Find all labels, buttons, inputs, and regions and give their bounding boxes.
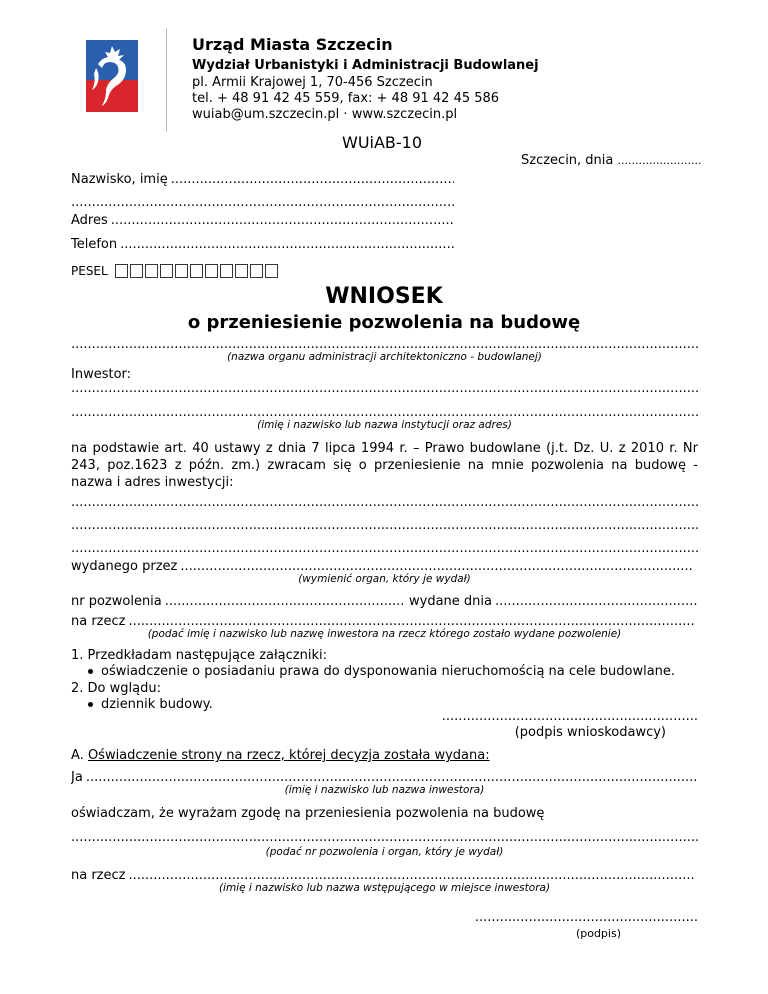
pesel-digit-box[interactable] (235, 264, 248, 278)
new-investor-caption: (imię i nazwisko lub nazwa wstępującego w miejsce inwestora) (218, 882, 551, 894)
form-subtitle: o przeniesienie pozwolenia na budowę (187, 312, 581, 333)
letterhead-divider (166, 28, 167, 132)
in-favour-label: na rzecz (71, 614, 128, 629)
pesel-field[interactable] (71, 260, 280, 279)
pesel-digit-box[interactable] (130, 264, 143, 278)
issued-on-field[interactable] (409, 594, 698, 609)
name-field[interactable] (71, 172, 454, 187)
pesel-digit-box[interactable] (115, 264, 128, 278)
authority-caption: (nazwa organu administracji architektoniczno - budowlanej) (227, 351, 542, 363)
section-a-title: Oświadczenie strony na rzecz, której decyzja została wydana: (87, 748, 490, 763)
pesel-boxes[interactable] (115, 260, 280, 279)
name-label: Nazwisko, imię (71, 172, 171, 187)
name-field-line2[interactable] (71, 195, 454, 210)
pesel-digit-box[interactable] (145, 264, 158, 278)
szczecin-logo (86, 40, 138, 112)
office-address: pl. Armii Krajowej 1, 70-456 Szczecin (192, 75, 433, 90)
section-a-heading (71, 748, 490, 763)
issuer-caption: (wymienić organ, który je wydał) (298, 573, 471, 585)
pesel-digit-box[interactable] (265, 264, 278, 278)
legal-basis-text: na podstawie art. 40 ustawy z dnia 7 lipca 1994 r. – Prawo budowlane (j.t. Dz. U. z 2010 r. Nr 243, poz.1623 z późn. zm.) zwracam się o przeniesienie na mnie pozwolenia na budowę - nazwa i adres inwestycji: (71, 441, 698, 490)
form-title: WNIOSEK (325, 284, 443, 309)
bullet-icon (88, 669, 93, 674)
pesel-digit-box[interactable] (220, 264, 233, 278)
recipient-caption: (podać imię i nazwisko lub nazwę inwestora na rzecz którego zostało wydane pozwolenie) (147, 628, 622, 640)
investment-field-line3[interactable] (71, 541, 698, 556)
new-investor-field[interactable] (71, 868, 695, 883)
attachments-item2: 2. Do wglądu: (71, 681, 161, 696)
office-contact: wuiab@um.szczecin.pl · www.szczecin.pl (192, 107, 458, 122)
phone-label: Telefon (71, 237, 120, 252)
issued-by-field[interactable] (71, 559, 692, 574)
office-name: Urząd Miasta Szczecin (192, 35, 393, 54)
investment-field-line2[interactable] (71, 518, 698, 533)
signature-caption: (podpis) (575, 927, 621, 940)
applicant-signature-line[interactable]: .............................................................. (441, 709, 698, 724)
place-date-dots: ........................ (617, 154, 702, 167)
issued-by-label: wydanego przez (71, 559, 180, 574)
office-phone: tel. + 48 91 42 45 559, fax: + 48 91 42 45 586 (192, 91, 500, 106)
attachments-item1: 1. Przedkładam następujące załączniki: (71, 648, 327, 663)
pesel-digit-box[interactable] (205, 264, 218, 278)
address-label: Adres (71, 213, 111, 228)
in-favour-field[interactable] (71, 614, 695, 629)
ja-field[interactable] (71, 770, 698, 785)
investor-field-line2[interactable] (71, 405, 698, 420)
new-investor-label: na rzecz (71, 868, 128, 883)
permit-authority-field[interactable] (71, 830, 698, 845)
pesel-digit-box[interactable] (190, 264, 203, 278)
pesel-digit-box[interactable] (175, 264, 188, 278)
phone-field[interactable] (71, 237, 454, 252)
attachments-item1-bullet (88, 664, 675, 679)
place-date (521, 153, 701, 168)
place-date-label: Szczecin, dnia (521, 153, 614, 168)
pesel-label: PESEL (71, 263, 108, 278)
bullet-icon (88, 702, 93, 707)
investor-caption: (imię i nazwisko lub nazwa instytucji oraz adres) (257, 419, 512, 431)
form-code: WUiAB-10 (342, 133, 423, 152)
attachments-item1-text: oświadczenie o posiadaniu prawa do dysponowania nieruchomością na cele budowlane. (101, 664, 676, 679)
address-field[interactable] (71, 213, 454, 228)
investor-name-caption: (imię i nazwisko lub nazwa inwestora) (284, 784, 485, 796)
investment-field-line1[interactable] (71, 495, 698, 510)
pesel-digit-box[interactable] (250, 264, 263, 278)
section-a-prefix: A. (71, 748, 84, 763)
permit-authority-caption: (podać nr pozwolenia i organ, który je wydał) (265, 846, 504, 858)
authority-field[interactable] (71, 337, 698, 352)
signature-line[interactable]: ...................................................... (474, 910, 698, 925)
permit-number-field[interactable] (71, 594, 405, 609)
attachments-item2-text: dziennik budowy. (101, 697, 213, 712)
issued-on-label: wydane dnia (409, 594, 495, 609)
applicant-signature-caption: (podpis wnioskodawcy) (514, 725, 666, 740)
department-name: Wydział Urbanistyki i Administracji Budowlanej (192, 58, 539, 73)
pesel-digit-box[interactable] (160, 264, 173, 278)
investor-field-line1[interactable] (71, 381, 698, 396)
investor-label: Inwestor: (71, 367, 132, 382)
permit-number-label: nr pozwolenia (71, 594, 165, 609)
ja-label: Ja (71, 770, 86, 785)
consent-text: oświadczam, że wyrażam zgodę na przeniesienia pozwolenia na budowę (71, 806, 545, 821)
